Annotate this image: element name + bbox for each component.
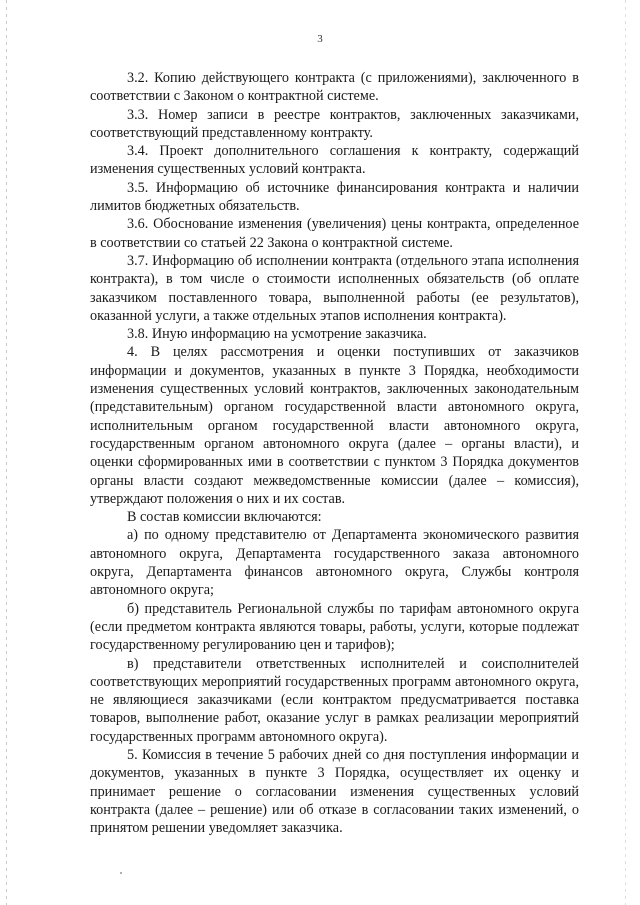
paragraph-5: 5. Комиссия в течение 5 рабочих дней со дня поступления информации и документов, указанных в пункте 3 Порядка, осуществляет их оценку и принимает решение о согласовании изменения существенных условий контракта (далее – решение) или об отказе в согласовании таких изменений, о принятом решении уведомляет заказчика. — [90, 746, 579, 837]
scan-edge-right — [625, 0, 626, 905]
paragraph-4-a: а) по одному представителю от Департамента экономического развития автономного округа, Департамента государственного заказа автономного округа, Департамента финансов автономного округа, Службы контроля автономного округа; — [90, 527, 579, 599]
paragraph-3-7: 3.7. Информацию об исполнении контракта (отдельного этапа исполнения контракта), в том числе о стоимости исполненных обязательств (об оплате заказчиком поставленного товара, выполненной работы (ее результатов), оказанной услуги, а также отдельных этапов исполнения контракта). — [90, 252, 579, 324]
paragraph-3-8: 3.8. Иную информацию на усмотрение заказчика. — [127, 326, 427, 343]
paragraph-4: 4. В целях рассмотрения и оценки поступивших от заказчиков информации и документов, указанных в пункте 3 Порядка, необходимости изменения существенных условий контрактов, заключенных законодательным (представительным) органом государственной власти автономного округа, исполнительным органом государственной власти автономного округа, государственным органом автономного округа (далее – органы власти), и оценки сформированных ими в соответствии с пунктом 3 Порядка документов органы власти создают межведомственные комиссии (далее – комиссия), утверждают положения о них и их состав. — [90, 344, 579, 507]
document-body — [90, 69, 579, 837]
page-number: 3 — [317, 33, 323, 45]
paragraph-4-v: в) представители ответственных исполнителей и соисполнителей соответствующих мероприятий государственных программ автономного округа, не являющиеся заказчиками (если контрактом предусматривается поставка товаров, выполнение работ, оказание услуг в рамках реализации мероприятий государственных программ автономного округа). — [90, 655, 579, 745]
paragraph-3-5: 3.5. Информацию об источнике финансирования контракта и наличии лимитов бюджетных обязательств. — [90, 179, 579, 215]
paragraph-3-4: 3.4. Проект дополнительного соглашения к контракту, содержащий изменения существенных условий контракта. — [90, 143, 579, 178]
paragraph-commission-composition: В состав комиссии включаются: — [127, 509, 322, 526]
paragraph-3-2: 3.2. Копию действующего контракта (с приложениями), заключенного в соответствии с Законом о контрактной системе. — [90, 70, 579, 105]
scan-speck — [120, 872, 122, 874]
scan-edge-left — [6, 0, 7, 905]
paragraph-4-b: б) представитель Региональной службы по тарифам автономного округа (если предметом контракта являются товары, работы, услуги, которые подлежат государственному регулированию цен и тарифов); — [90, 600, 579, 654]
paragraph-3-3: 3.3. Номер записи в реестре контрактов, заключенных заказчиками, соответствующий представленному контракту. — [90, 106, 579, 141]
paragraph-3-6: 3.6. Обоснование изменения (увеличения) цены контракта, определенное в соответствии со статьей 22 Закона о контрактной системе. — [90, 216, 579, 251]
